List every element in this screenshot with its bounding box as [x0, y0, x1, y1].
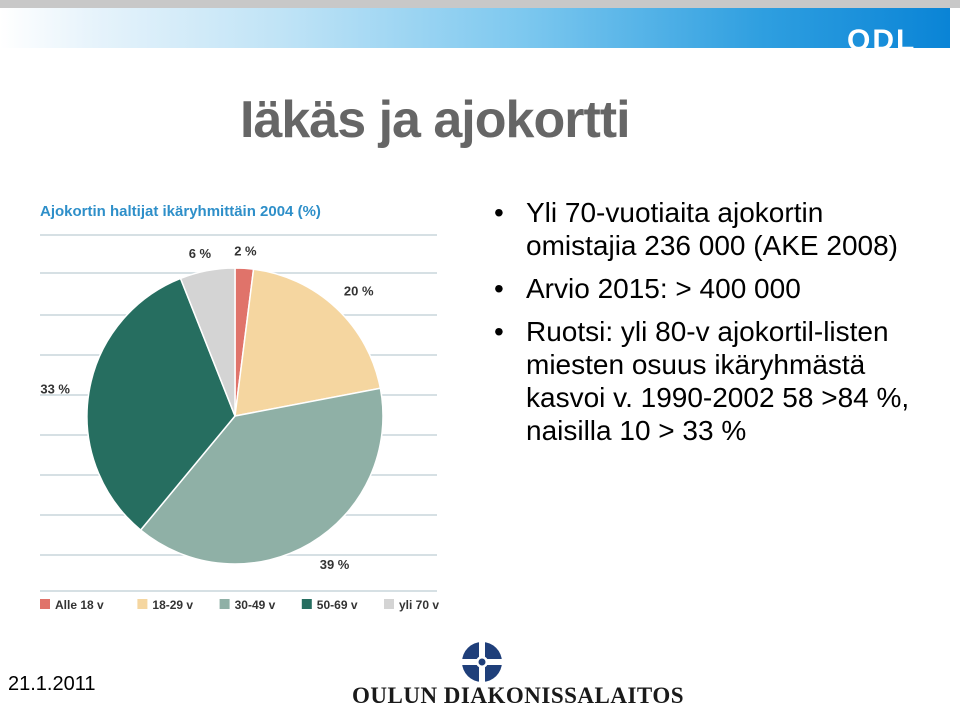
- slice-value-label: 20 %: [343, 283, 374, 299]
- legend-swatch: [384, 599, 394, 609]
- header-stripe-gray: [0, 0, 960, 8]
- legend-label: yli 70 v: [399, 598, 440, 612]
- slice-value-label: 33 %: [40, 381, 70, 397]
- odl-logo: [845, 24, 937, 54]
- bullet-item: • Yli 70-vuotiaita ajokortin omistajia 236 000 (AKE 2008): [492, 196, 922, 262]
- bullet-item: • Ruotsi: yli 80-v ajokortil-listen miesten osuus ikäryhmästä kasvoi v. 1990-2002 58 >84 %, naisilla 10 > 33 %: [492, 315, 922, 447]
- slice-value-label: 39 %: [319, 557, 350, 573]
- bullet-list: [492, 196, 922, 457]
- footer-organization-name: OULUN DIAKONISSALAITOS: [352, 683, 685, 708]
- odl-logo-text: ODL: [847, 24, 917, 54]
- slide-title: Iäkäs ja ajokortti: [240, 91, 630, 149]
- legend-label: 18-29 v: [152, 598, 194, 612]
- slide-date: 21.1.2011: [8, 673, 96, 695]
- bullet-item: • Arvio 2015: > 400 000: [492, 272, 922, 305]
- legend-label: 30-49 v: [234, 598, 276, 612]
- header-stripe-blue: [0, 8, 950, 48]
- legend-swatch: [220, 599, 230, 609]
- chart-title: Ajokortin haltijat ikäryhmittäin 2004 (%): [40, 203, 321, 220]
- legend-label: Alle 18 v: [55, 598, 104, 612]
- legend-label: 50-69 v: [316, 598, 358, 612]
- legend-swatch: [137, 599, 147, 609]
- legend-swatch: [302, 599, 312, 609]
- pie-chart-panel: [32, 195, 442, 620]
- slice-value-label: 6 %: [188, 245, 212, 261]
- pie-chart: [32, 195, 442, 620]
- legend-swatch: [40, 599, 50, 609]
- slice-value-label: 2 %: [234, 243, 257, 259]
